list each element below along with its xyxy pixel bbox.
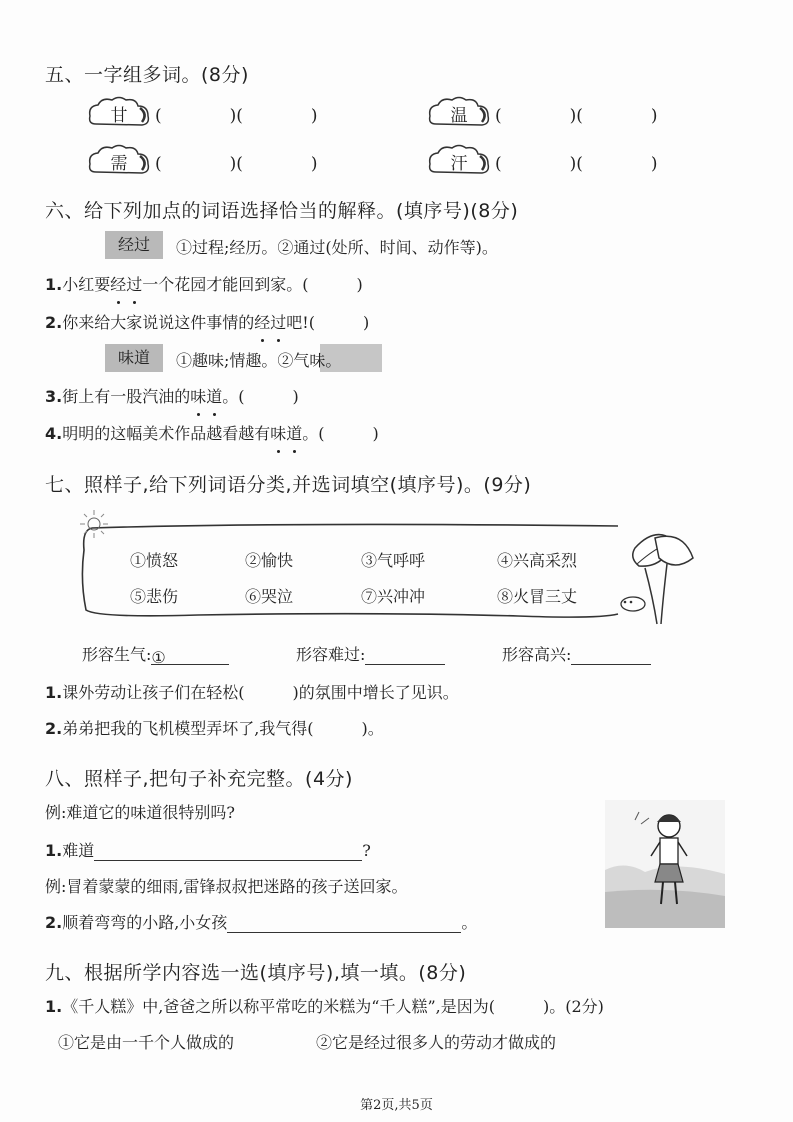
category-sad: [296, 642, 445, 665]
word-option: ④兴高采烈: [497, 551, 578, 570]
question-text-answer[interactable]: 。( ): [302, 424, 379, 443]
question-text[interactable]: 弟弟把我的飞机模型弄坏了,我气得( )。: [62, 719, 384, 738]
word-option: ⑤悲伤: [130, 587, 179, 606]
word-option: ⑦兴冲冲: [361, 587, 426, 606]
example-1: 例:难道它的味道很特别吗?: [45, 803, 235, 822]
question-number: 2.: [45, 913, 63, 932]
question-text[interactable]: 《千人糕》中,爸爸之所以称平常吃的米糕为“千人糕”,是因为( )。(2分): [62, 997, 604, 1016]
dotted-char: 经: [110, 272, 126, 295]
question-text: ?: [362, 841, 371, 860]
category-label: 形容难过:: [296, 645, 366, 664]
section-9-title: 九、根据所学内容选一选(填序号),填一填。(8分): [45, 962, 467, 984]
question-8-2: [45, 910, 477, 933]
question-text-answer[interactable]: 一个花园才能回到家。( ): [142, 275, 363, 294]
question-number: 3.: [45, 387, 63, 406]
question-text: 街上有一股汽油的: [62, 387, 191, 406]
word-option: ⑥哭泣: [245, 587, 294, 606]
dotted-char: 过: [270, 310, 286, 333]
cloud-char-4: [428, 144, 490, 178]
category-happy-blank[interactable]: [571, 648, 651, 665]
question-6-2: [45, 310, 369, 333]
example-2: 例:冒着蒙蒙的细雨,雷锋叔叔把迷路的孩子送回家。: [45, 877, 408, 896]
question-text: 小红要: [62, 275, 111, 294]
question-text: 你来给大家说说这件事情的: [62, 313, 255, 332]
question-number: 2.: [45, 313, 63, 332]
dotted-char: 经: [254, 310, 270, 333]
question-text[interactable]: 课外劳动让孩子们在轻松( )的氛围中增长了见识。: [62, 683, 459, 702]
sun-icon: [76, 508, 116, 542]
category-sad-blank[interactable]: [365, 648, 445, 665]
char-wen: 温: [450, 106, 468, 126]
question-7-1: [45, 680, 459, 703]
question-number: 1.: [45, 997, 63, 1016]
word-option: ⑧火冒三丈: [497, 587, 578, 606]
question-8-1: [45, 838, 371, 861]
question-text: 顺着弯弯的小路,小女孩: [62, 913, 228, 932]
category-label: 形容高兴:: [502, 645, 572, 664]
term-tag-jingguo: 经过: [105, 231, 163, 259]
word-option: ①愤怒: [130, 551, 179, 570]
category-happy: [502, 642, 651, 665]
sentence-blank-2[interactable]: [227, 916, 461, 933]
page-footer: 第2页,共5页: [360, 1098, 433, 1113]
option-2[interactable]: ②它是经过很多人的劳动才做成的: [316, 1033, 557, 1052]
char-han: 汗: [450, 154, 468, 174]
question-text-answer[interactable]: 。( ): [222, 387, 299, 406]
question-6-4: [45, 421, 379, 444]
question-7-2: [45, 716, 384, 739]
section-6-title: 六、给下列加点的词语选择恰当的解释。(填序号)(8分): [45, 200, 519, 222]
question-9-1: [45, 994, 604, 1017]
category-label: 形容生气:: [82, 645, 152, 664]
cloud-char-1: [88, 96, 150, 130]
dotted-char: 味: [190, 384, 206, 407]
question-text: 难道: [62, 841, 95, 860]
category-angry-blank[interactable]: ①: [151, 648, 229, 665]
sentence-blank-1[interactable]: [94, 844, 362, 861]
question-number: 2.: [45, 719, 63, 738]
question-text: 明明的这幅美术作品越看越有: [62, 424, 271, 443]
option-1[interactable]: ①它是由一千个人做成的: [58, 1033, 235, 1052]
answer-parens-4[interactable]: ( )( ): [495, 154, 658, 174]
definition-weidao: ①趣味;情趣。②气味。: [176, 351, 342, 370]
word-option: ②愉快: [245, 551, 294, 570]
char-xu: 需: [110, 154, 128, 174]
question-number: 1.: [45, 683, 63, 702]
section-5-title: 五、一字组多词。(8分): [45, 64, 249, 86]
dotted-char: 过: [126, 272, 142, 295]
word-bank-box: [78, 520, 626, 620]
definition-jingguo: ①过程;经历。②通过(处所、时间、动作等)。: [176, 238, 498, 257]
question-6-1: [45, 272, 363, 295]
question-text-answer[interactable]: 吧!( ): [286, 313, 370, 332]
term-tag-weidao: 味道: [105, 344, 163, 372]
question-6-3: [45, 384, 299, 407]
question-text: 。: [461, 913, 478, 932]
question-number: 1.: [45, 841, 63, 860]
answer-parens-2[interactable]: ( )( ): [495, 106, 658, 126]
cloud-char-2: [428, 96, 490, 130]
answer-parens-3[interactable]: ( )( ): [155, 154, 318, 174]
plant-caterpillar-icon: [615, 528, 705, 628]
section-8-title: 八、照样子,把句子补充完整。(4分): [45, 768, 353, 790]
word-option: ③气呼呼: [361, 551, 426, 570]
cloud-char-3: [88, 144, 150, 178]
question-number: 4.: [45, 424, 63, 443]
char-gan: 甘: [110, 106, 128, 126]
dotted-char: 道: [286, 421, 302, 444]
question-number: 1.: [45, 275, 63, 294]
dotted-char: 道: [206, 384, 222, 407]
dotted-char: 味: [270, 421, 286, 444]
girl-walking-illustration: [605, 800, 725, 928]
answer-parens-1[interactable]: ( )( ): [155, 106, 318, 126]
category-angry: [82, 642, 229, 665]
section-7-title: 七、照样子,给下列词语分类,并选词填空(填序号)。(9分): [45, 474, 532, 496]
